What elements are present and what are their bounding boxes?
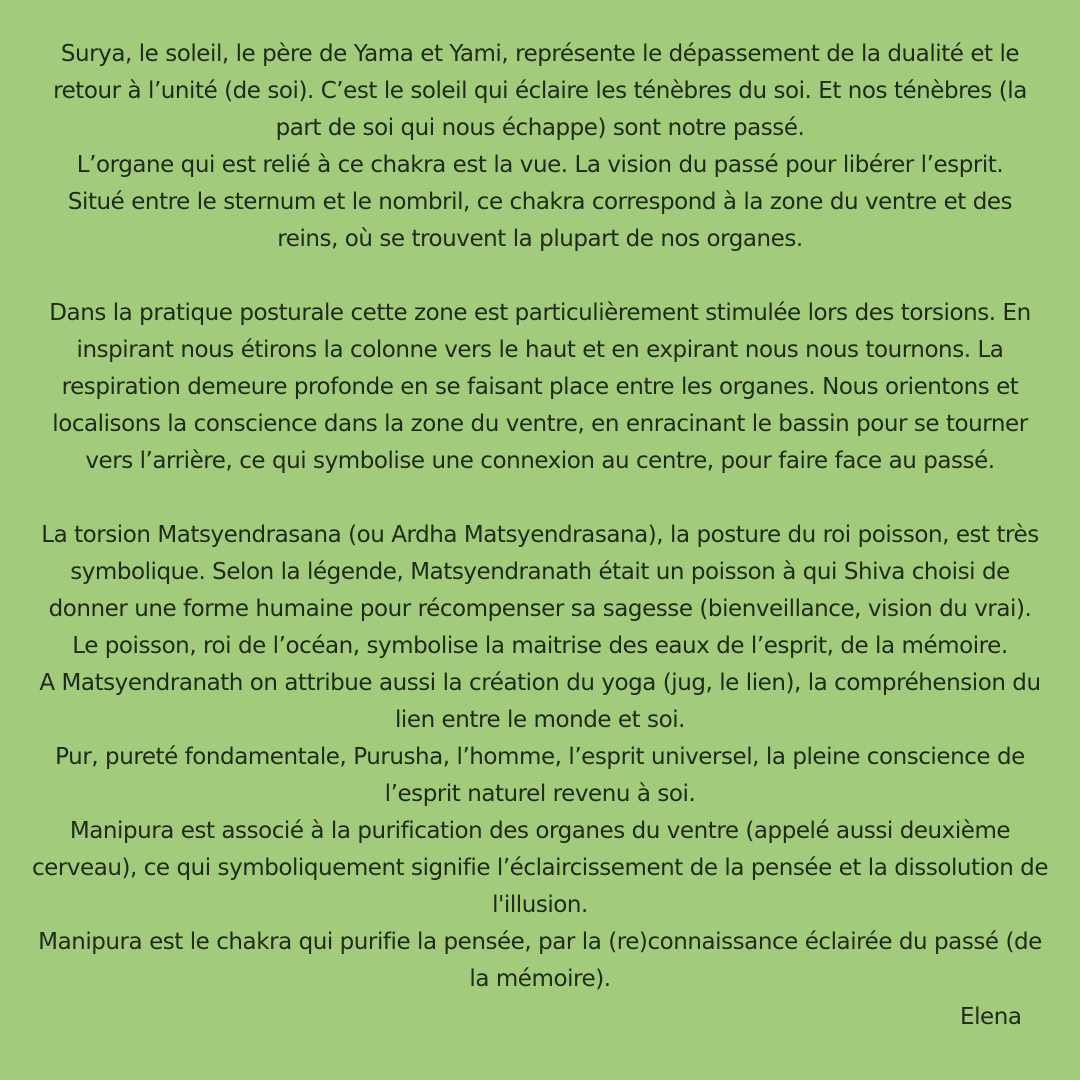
paragraph-gap bbox=[0, 258, 1080, 295]
text-line: la mémoire). bbox=[469, 966, 611, 992]
text-line: retour à l’unité (de soi). C’est le soleil qui éclaire les ténèbres du soi. Et nos ténèbres (la bbox=[53, 78, 1027, 104]
text-line: l’esprit naturel revenu à soi. bbox=[384, 781, 696, 807]
text-line: Pur, pureté fondamentale, Purusha, l’homme, l’esprit universel, la pleine conscience de bbox=[55, 744, 1025, 770]
text-line: donner une forme humaine pour récompenser sa sagesse (bienveillance, vision du vrai). bbox=[48, 596, 1032, 622]
text-line: A Matsyendranath on attribue aussi la création du yoga (jug, le lien), la compréhension du bbox=[39, 670, 1041, 696]
text-line: Manipura est le chakra qui purifie la pensée, par la (re)connaissance éclairée du passé (de bbox=[38, 929, 1042, 955]
text-line: vers l’arrière, ce qui symbolise une connexion au centre, pour faire face au passé. bbox=[85, 448, 995, 474]
text-line: part de soi qui nous échappe) sont notre passé. bbox=[275, 115, 805, 141]
text-line: cerveau), ce qui symboliquement signifie l’éclaircissement de la pensée et la dissolution de bbox=[31, 855, 1049, 881]
text-line: reins, où se trouvent la plupart de nos organes. bbox=[277, 226, 803, 252]
article-text bbox=[0, 36, 1080, 998]
author-signature: Elena bbox=[960, 1004, 1022, 1030]
text-line: Dans la pratique posturale cette zone est particulièrement stimulée lors des torsions. En bbox=[49, 300, 1031, 326]
text-line: lien entre le monde et soi. bbox=[394, 707, 686, 733]
paragraph-gap bbox=[0, 480, 1080, 517]
text-line: localisons la conscience dans la zone du ventre, en enracinant le bassin pour se tourner bbox=[52, 411, 1028, 437]
text-line: l'illusion. bbox=[492, 892, 588, 918]
text-line: symbolique. Selon la légende, Matsyendranath était un poisson à qui Shiva choisi de bbox=[70, 559, 1010, 585]
text-line: Le poisson, roi de l’océan, symbolise la maitrise des eaux de l’esprit, de la mémoire. bbox=[72, 633, 1008, 659]
text-line: La torsion Matsyendrasana (ou Ardha Matsyendrasana), la posture du roi poisson, est très bbox=[41, 522, 1039, 548]
text-line: inspirant nous étirons la colonne vers le haut et en expirant nous nous tournons. La bbox=[76, 337, 1004, 363]
text-line: respiration demeure profonde en se faisant place entre les organes. Nous orientons et bbox=[61, 374, 1019, 400]
text-line: Manipura est associé à la purification des organes du ventre (appelé aussi deuxième bbox=[69, 818, 1011, 844]
text-line: L’organe qui est relié à ce chakra est la vue. La vision du passé pour libérer l’esprit. bbox=[76, 152, 1004, 178]
text-line: Surya, le soleil, le père de Yama et Yami, représente le dépassement de la dualité et le bbox=[60, 41, 1020, 67]
text-line: Situé entre le sternum et le nombril, ce chakra correspond à la zone du ventre et des bbox=[67, 189, 1013, 215]
